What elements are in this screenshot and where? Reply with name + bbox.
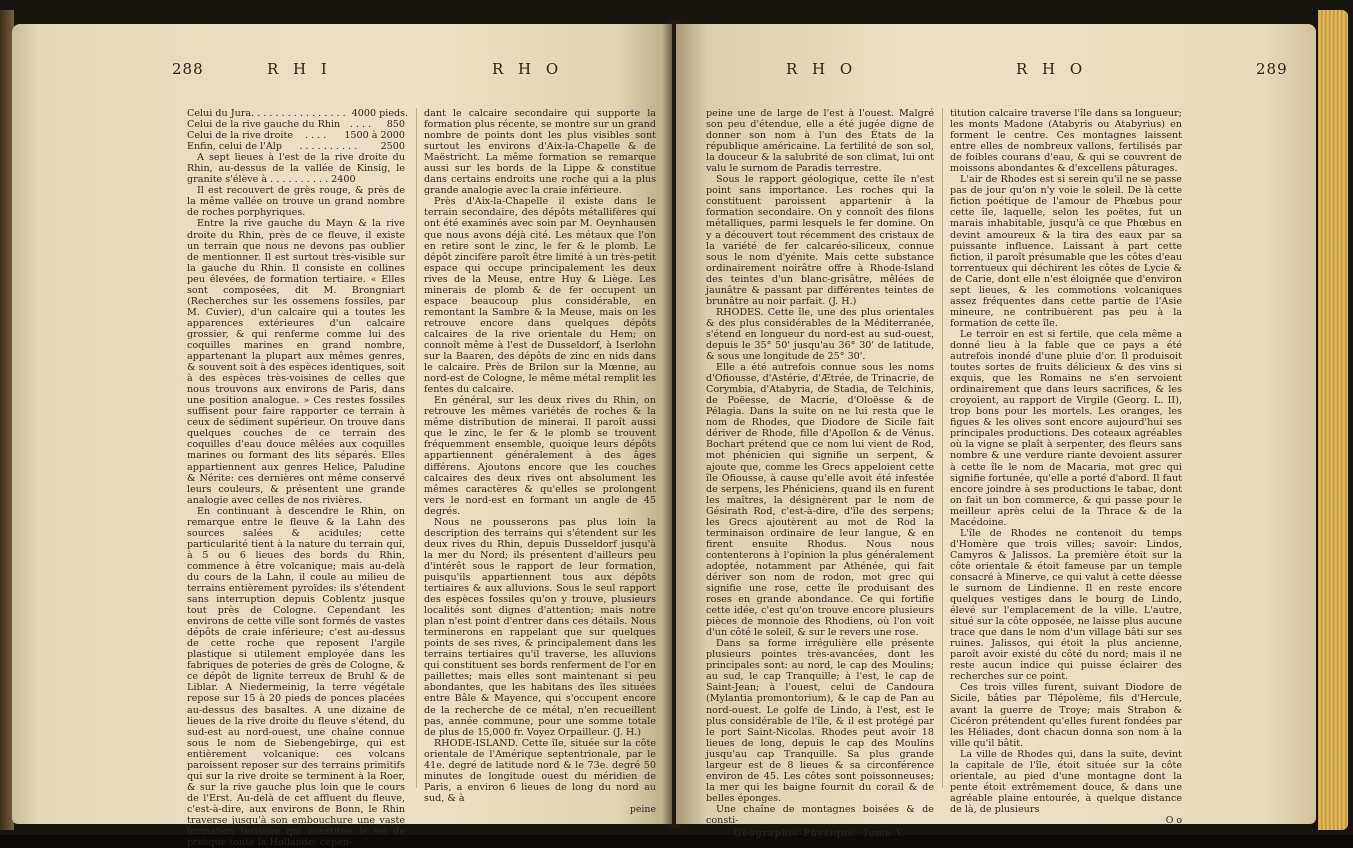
paragraph: Une chaîne de montagnes boisées & de consti- [706, 803, 934, 826]
running-head-right-b: R H O [1016, 60, 1088, 78]
right-page [676, 24, 1316, 840]
paragraph: A sept lieues à l'est de la rive droite du Rhin, au-dessus de la vallée de Kinsig, le granite s'élève à . . . . . . . . . . 2400 [187, 152, 405, 186]
altitude-dots: . . . . . . . . . . . . . . . . [251, 108, 346, 119]
signature-mark: Géographie-Physique. Tome V. [733, 828, 907, 840]
altitude-label: Celui du Jura [187, 108, 252, 119]
paragraph: La ville de Rhodes qui, dans la suite, devint la capitale de l'île, étoit située sur la côte orientale, au pied d'une montagne dont la pente étoit extrêmement douce, & dans une agréable plaine entourée, à quelque distance de là, de plusieurs [950, 748, 1182, 815]
paragraph: L'air de Rhodes est si serein qu'il ne se passe pas de jour qu'on n'y voie le soleil. De là cette fiction poétique de l'amour de Phœbus pour cette île, laquelle, selon les poëtes, fut un marais inhabitable, jusqu'à ce que Phœbus en devint amoureux & la tira des eaux par sa puissante influence. Laissant à part cette fiction, il paroît présumable que les côtes d'eau torrentueux qui déchirent les côtes de Lycie & de Carie, dont elle n'est éloignée que d'environ sept lieues, & les commotions volcaniques assez fréquentes dans cette partie de l'Asie mineure, ne contribuèrent pas peu à la formation de cette île. [950, 174, 1182, 329]
left-page-column-2 [424, 108, 656, 815]
column-rule [942, 108, 943, 788]
altitude-row [187, 119, 405, 130]
altitude-value: 4000 pieds. [351, 108, 409, 119]
altitude-label: Celui de la rive gauche du Rhin [187, 119, 341, 131]
altitude-value: 850 [386, 119, 405, 131]
page-number-right: 289 [1256, 60, 1288, 78]
left-page [12, 24, 672, 848]
altitude-label: Celui de la rive droite [187, 130, 293, 142]
altitude-value: 1500 à 2000 [344, 130, 405, 142]
right-page-column-2 [950, 108, 1182, 826]
running-head-left-b: R H O [492, 60, 564, 78]
running-head-left-a: R H I [267, 60, 332, 78]
running-head-right-a: R H O [786, 60, 858, 78]
paragraph: Sous le rapport géologique, cette île n'est point sans importance. Les roches qui la constituent paroissent appartenir à la formation secondaire. On y connoît des filons métalliques, parmi lesquels le fer domine. On y a découvert tout récemment des cristaux de la variété de fer calcaréo-siliceux, connue sous le nom d'yénite. Mais cette substance ordinairement noirâtre offre à Rhode-Island des teintes d'un blanc-grisâtre, mêlées de jaunâtre & passant par différentes teintes de brunâtre au noir parfait. (J. H.) [706, 174, 934, 307]
paragraph: En continuant à descendre le Rhin, on remarque entre le fleuve & la Lahn des sources salées & acidules; cette particularité tient à la nature du terrain qui, à 5 ou 6 lieues des bords du Rhin, commence à être volcanique; mais au-delà du cours de la Lahn, il coule au milieu de terrains entièrement pyroïdes: ils s'étendent sans interruption depuis Coblentz jusque tout près de Cologne. Cependant les environs de cette ville sont formés de vastes dépôts de craie inférieure; c'est au-dessus de cette roche que reposent l'argile plastique si utilement employée dans les fabriques de poteries de grès de Cologne, & ce dépôt de lignite terreux de Bruhl & de Liblar. A Niedermeinig, la terre végétale repose sur 15 à 20 pieds de ponces placées au-dessus des basaltes. A une dizaine de lieues de la rive droite du fleuve s'étend, du sud-est au nord-ouest, une chaîne connue sous le nom de Siebengebirge, qui est entièrement volcanique: ces volcans paroissent reposer sur des terrains primitifs qui sur la rive droite se terminent à la Roer, & sur la rive gauche plus loin que le cours de l'Erst. Au-delà de cet affluent du fleuve, c'est-à-dire, aux environs de Bonn, le Rhin traverse jusqu'à son embouchure une vaste formation tertiaire qui constitue le sol de presque toute la Hollande; cepen- [187, 505, 405, 848]
paragraph: En général, sur les deux rives du Rhin, on retrouve les mêmes variétés de roches & la même distribution de minerai. Il paroît aussi que le zinc, le fer & le plomb se trouvent fréquemment ensemble, quoique leurs dépôts appartiennent généralement à des âges différens. Ajoutons encore que les couches calcaires des deux rives ont absolument les mêmes caractères & qu'elles se prolongent vers le nord-est en formant un angle de 45 degrés. [424, 395, 656, 517]
altitude-row [187, 141, 405, 152]
paragraph: Le terroir en est si fertile, que cela même a donné lieu à la fable que ce pays a été autrefois inondé d'une pluie d'or. Il produisoit toutes sortes de fruits délicieux & des vins si exquis, que les Romains ne s'en servoient ordinairement que dans leurs sacrifices, & les croyoient, au rapport de Virgile (Georg. L. II), trop bons pour les mortels. Les oranges, les figues & les olives sont encore aujourd'hui ses principales productions. Des coteaux agréables où la vigne se plaît à serpenter, des fleurs sans nombre & une verdure riante devoient assurer à cette île le nom de Macaria, mot grec qui signifie fortunée, qu'elle a porté d'abord. Il faut encore joindre à ses productions le tabac, dont on fait un bon commerce, & qui passe pour le meilleur après celui de la Thrace & de la Macédoine. [950, 328, 1182, 528]
catchword: peine [629, 803, 656, 815]
paragraph: Près d'Aix-la-Chapelle il existe dans le terrain secondaire, des dépôts métallifères qui ont été examinés avec soin par M. Oeynhausen que nous avons déjà cité. Les métaux que l'on en retire sont le zinc, le fer & le plomb. Le dépôt zincifère paroît être limité à un très-petit espace qui occupe principalement les deux rives de la Meuse, entre Huy & Liège. Les minerais de plomb & de fer occupent un espace beaucoup plus considérable, en remontant la Sambre & la Meuse, mais on les retrouve encore dans quelques dépôts calcaires de la rive orientale du Hem; on connoît même à l'est de Dusseldorf, à Iserlohn sur la Baaren, des dépôts de zinc en nids dans le calcaire. Près de Brilon sur la Mœnne, au nord-est de Cologne, le même métal remplit les fentes du calcaire. [424, 196, 656, 396]
paragraph: Entre la rive gauche du Mayn & la rive droite du Rhin, près de ce fleuve, il existe un terrain que nous ne devons pas oublier de mentionner. Il est surtout très-visible sur la gauche du Rhin. Il consiste en collines peu élevées, de formation tertiaire. « Elles sont composées, dit M. Brongniart (Recherches sur les ossemens fossiles, par M. Cuvier), d'un calcaire qui a toutes les apparences extérieures d'un calcaire grossier, & qui renferme comme lui des coquilles marines en grand nombre, appartenant la plupart aux mêmes genres, & souvent soit à des espèces identiques, soit à des espèces très-voisines de celles que nous trouvons aux environs de Paris, dans une position analogue. » Ces restes fossiles suffisent pour faire rapporter ce terrain à ceux de sédiment supérieur. On trouve dans quelques couches de ce terrain des coquilles d'eau douce mêlées aux coquilles marines ou formant des lits séparés. Elles appartiennent aux genres Helice, Paludine & Nérite: ces dernières ont même conservé leurs couleurs, & présentent une grande analogie avec celles de nos rivières. [187, 218, 405, 506]
paragraph: Ces trois villes furent, suivant Diodore de Sicile, bâties par Tlépolème, fils d'Hercule, avant la guerre de Troye; mais Strabon & Cicéron prétendent qu'elles furent fondées par les Héliades, dont chacun donna son nom à la ville qu'il bâtit. [950, 682, 1182, 749]
catchword: O o [1165, 815, 1182, 826]
altitude-row [187, 108, 409, 119]
left-page-column-1 [187, 108, 409, 848]
paragraph: Elle a été autrefois connue sous les noms d'Ofiousse, d'Astérie, d'Ætrée, de Trinacrie, de Corymbia, d'Atabyria, de Stadia, de Telchinis, de Poëesse, de Macrie, d'Oloësse & de Pélagia. Dans la suite on ne lui resta que le nom de Rhodes, que Diodore de Sicile fait dériver de Rhode, fille d'Apollon & de Vénus. Bochart prétend que ce nom lui vient de Rod, mot phénicien qui signifie un serpent, & ajoute que, comme les Grecs appeloient cette île Ofiousse, à cause qu'elle avoit été infestée de serpens, les Phéniciens, quand ils en furent les maîtres, la désignèrent par le nom de Gésirath Rod, c'est-à-dire, d'île des serpens; les Grecs ajoutèrent au mot de Rod la terminaison ordinaire de leur langue, & en firent ensuite Rhodus. Nous nous contenterons à l'opinion la plus généralement adoptée, notamment par Athénée, qui fait dériver son nom de rodon, mot grec qui signifie une rose, cette île produisant des roses en grande abondance. Ce qui fortifie cette idée, c'est qu'on trouve encore plusieurs pièces de monnoie des Rhodiens, où l'on voit d'un côté le soleil, & sur le revers une rose. [706, 362, 934, 639]
paragraph: L'île de Rhodes ne contenoit du temps d'Homère que trois villes; savoir: Lindos, Camyros & Jalissos. La première étoit sur la côte orientale & étoit fameuse par un temple consacré à Minerve, ce qui valut à cette déesse le surnom de Lindienne. Il en reste encore quelques vestiges dans le bourg de Lindo, élevé sur l'emplacement de la ville. L'autre, situé sur la côte opposée, ne laisse plus aucune trace que dans le nom d'un village bâti sur ses ruines. Jalissos, qui étoit la plus ancienne, paroît avoir existé du côté du nord; mais il ne reste aucun indice qui puisse éclairer des recherches sur ce point. [950, 527, 1182, 683]
gilt-page-edges [1318, 10, 1348, 830]
right-page-column-1 [706, 108, 934, 839]
paragraph: Il est recouvert de grès rouge, & près de la même vallée on trouve un grand nombre de roches porphyriques. [187, 185, 405, 219]
page-number-left: 288 [172, 60, 204, 78]
altitude-dots: . . . . [349, 119, 372, 131]
paragraph: Dans sa forme irrégulière elle présente plusieurs pointes très-avancées, dont les principales sont: au nord, le cap des Moulins; au sud, le cap Tranquille; à l'est, le cap de Saint-Jean; à l'ouest, celui de Candoura (Mylantia promontorium), & le cap de Pan au nord-ouest. Le golfe de Lindo, à l'est, est le plus considérable de l'île, & il est protégé par le port Saint-Nicolas. Rhodes peut avoir 18 lieues de long, depuis le cap des Moulins jusqu'au cap Tranquille. Sa plus grande largeur est de 8 lieues & sa circonférence environ de 45. Les côtes sont poissonneuses; la mer qui les baigne fournit du corail & de belles éponges. [706, 638, 934, 804]
altitude-dots: . . . . [304, 130, 327, 142]
paragraph: Nous ne pousserons pas plus loin la description des terrains qui s'étendent sur les deux rives du Rhin, depuis Dusseldorf jusqu'à la mer du Nord; ils présentent d'ailleurs peu d'intérêt sous le rapport de leur formation, puisqu'ils appartiennent tous aux dépôts tertiaires & aux alluvions. Sous le seul rapport des espèces fossiles qu'on y trouve, plusieurs localités sont dignes d'attention; mais notre plan n'est point d'entrer dans ces détails. Nous terminerons en rappelant que sur quelques points de ses rives, & principalement dans les terrains tertiaires qu'il traverse, les alluvions qui constituent ses bords renferment de l'or en paillettes; mais elles sont maintenant si peu abondantes, que les habitans des îles situées entre Bâle & Mayence, qui s'occupent encore de la recherche de ce métal, n'en recueillent pas, année commune, pour une somme totale de plus de 15,000 fr. Voyez Orpailleur. (J. H.) [424, 516, 656, 738]
paragraph: peine une de large de l'est à l'ouest. Malgré son peu d'étendue, elle a été jugée digne de donner son nom à l'un des États de la république américaine. La fertilité de son sol, la douceur & la salubrité de son climat, lui ont valu le surnom de Paradis terrestre. [706, 108, 934, 175]
paragraph: RHODES. Cette île, une des plus orientales & des plus considérables de la Méditerranée, s'étend en longueur du nord-est au sud-ouest, depuis le 35° 50' jusqu'au 36° 30' de latitude, & sous une longitude de 25° 30'. [706, 306, 934, 363]
paragraph: RHODE-ISLAND. Cette île, située sur la côte orientale de l'Amérique septentrionale, par le 41e. degré de latitude nord & le 73e. degré 50 minutes de longitude ouest du méridien de Paris, a environ 6 lieues de long du nord au sud, & à [424, 737, 656, 804]
altitude-dots: . . . . . . . . . . [299, 141, 358, 153]
altitude-label: Enfin, celui de l'Alp [187, 141, 282, 153]
column-rule [416, 108, 417, 788]
paragraph: titution calcaire traverse l'île dans sa longueur; les monts Madone (Atabyris ou Atabyrius) en forment le centre. Ces montagnes laissent entre elles de nombreux vallons, fertilisés par de foibles courans d'eau, & qui se couvrent de moissons abondantes & d'excellens pâturages. [950, 108, 1182, 175]
altitude-row [187, 130, 405, 141]
altitude-value: 2500 [380, 141, 405, 153]
paragraph: dant le calcaire secondaire qui supporte la formation plus récente, se montre sur un grand nombre de points dont les plus visibles sont surtout les environs d'Aix-la-Chapelle & de Maëstricht. La même formation se remarque aussi sur les bords de la Lippe & constitue dans certains endroits une roche qui a la plus grande analogie avec la craie inférieure. [424, 108, 656, 197]
